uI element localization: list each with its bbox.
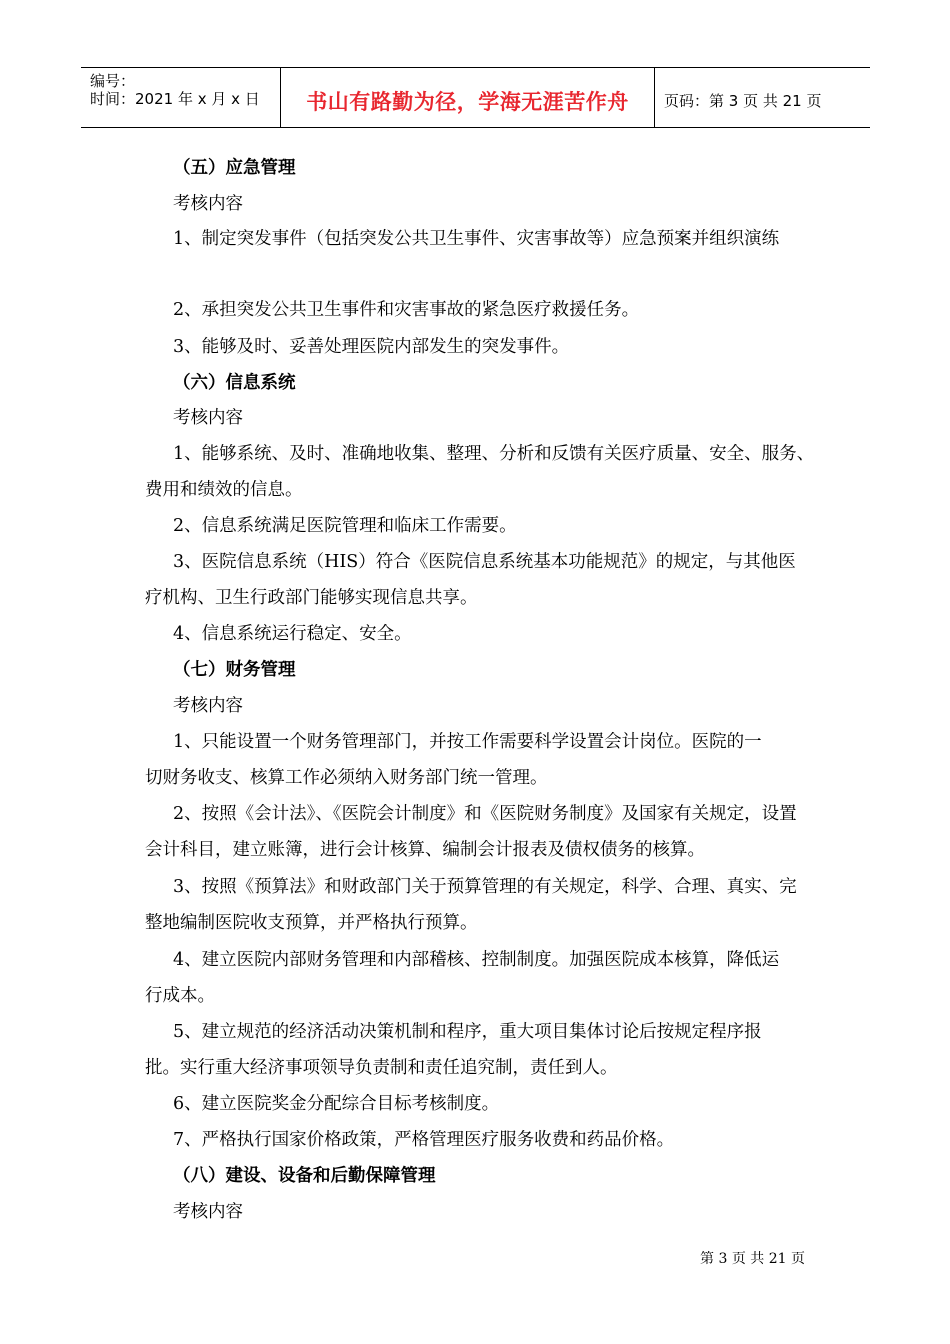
document-date-label: 时间：2021 年 x 月 x 日 [90,90,260,108]
list-item: 4、信息系统运行稳定、安全。 [173,624,412,644]
list-item: 3、按照《预算法》和财政部门关于预算管理的有关规定，科学、合理、真实、完 [173,877,797,897]
section-label: 考核内容 [173,1202,243,1222]
header-motto-cell [281,68,655,127]
section-label: 考核内容 [173,408,243,428]
section-label: 考核内容 [173,194,243,214]
list-item-continuation: 切财务收支、核算工作必须纳入财务部门统一管理。 [145,768,548,788]
section-label: 考核内容 [173,696,243,716]
list-item-continuation: 批。实行重大经济事项领导负责制和责任追究制，责任到人。 [145,1058,618,1078]
page-header [81,67,870,128]
list-item-continuation: 疗机构、卫生行政部门能够实现信息共享。 [145,588,478,608]
list-item: 7、严格执行国家价格政策，严格管理医疗服务收费和药品价格。 [173,1130,675,1150]
section-heading: （七）财务管理 [173,660,296,680]
document-number-label: 编号： [90,72,136,90]
list-item-continuation: 费用和绩效的信息。 [145,480,303,500]
list-item-continuation: 整地编制医院收支预算，并严格执行预算。 [145,913,478,933]
list-item-continuation: 会计科目，建立账簿，进行会计核算、编制会计报表及债权债务的核算。 [145,840,705,860]
list-item: 5、建立规范的经济活动决策机制和程序，重大项目集体讨论后按规定程序报 [173,1022,762,1042]
list-item-continuation: 行成本。 [145,986,215,1006]
page-footer: 第 3 页 共 21 页 [700,1251,805,1267]
list-item: 2、承担突发公共卫生事件和灾害事故的紧急医疗救援任务。 [173,300,640,320]
section-heading: （六）信息系统 [173,373,296,393]
list-item: 2、信息系统满足医院管理和临床工作需要。 [173,516,517,536]
list-item: 2、按照《会计法》、《医院会计制度》和《医院财务制度》及国家有关规定，设置 [173,804,797,824]
header-meta-cell [81,68,281,127]
section-heading: （八）建设、设备和后勤保障管理 [173,1166,436,1186]
header-page-info: 页码：第 3 页 共 21 页 [664,92,822,110]
header-page-cell [655,68,870,127]
list-item: 6、建立医院奖金分配综合目标考核制度。 [173,1094,500,1114]
list-item: 3、医院信息系统（HIS）符合《医院信息系统基本功能规范》的规定，与其他医 [173,552,796,572]
list-item: 1、只能设置一个财务管理部门，并按工作需要科学设置会计岗位。医院的一 [173,732,762,752]
list-item: 4、建立医院内部财务管理和内部稽核、控制制度。加强医院成本核算，降低运 [173,950,780,970]
header-motto: 书山有路勤为径，学海无涯苦作舟 [306,90,629,114]
list-item: 1、能够系统、及时、准确地收集、整理、分析和反馈有关医疗质量、安全、服务、 [173,444,815,464]
list-item: 1、制定突发事件（包括突发公共卫生事件、灾害事故等）应急预案并组织演练 [173,229,780,249]
section-heading: （五）应急管理 [173,158,296,178]
list-item: 3、能够及时、妥善处理医院内部发生的突发事件。 [173,337,570,357]
